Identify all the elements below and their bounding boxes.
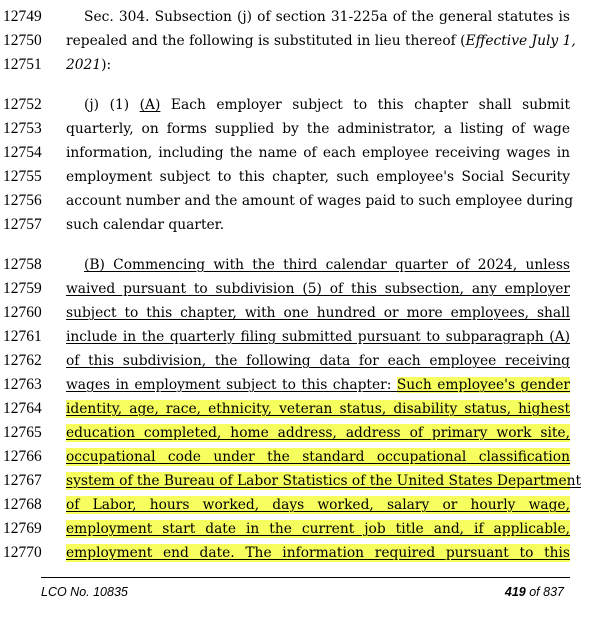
effective-year: 2021 [66, 57, 102, 73]
line [0, 541, 610, 565]
page-total: of 837 [529, 585, 564, 599]
line-text: of this subdivision, the following data for each employee receiving [66, 353, 570, 369]
line-number: 12764 [3, 400, 42, 417]
line [0, 253, 610, 277]
line-text: (j) (1) (A) Each employer subject to this chapter shall submit [84, 97, 571, 113]
line [0, 117, 610, 141]
line-number: 12768 [3, 496, 42, 513]
line [0, 421, 610, 445]
line-number: 12749 [3, 8, 42, 25]
line [0, 5, 610, 29]
line [0, 493, 610, 517]
line-text: repealed and the following is substituted in lieu thereof (Effective July 1, [66, 33, 576, 49]
line [0, 373, 610, 397]
line [0, 213, 610, 237]
line-number: 12766 [3, 448, 42, 465]
line [0, 29, 610, 53]
line-number: 12754 [3, 144, 42, 161]
line-text: quarterly, on forms supplied by the administrator, a listing of wage [66, 121, 570, 137]
line-number: 12752 [3, 96, 42, 113]
inserted-text: (A) [139, 97, 161, 113]
highlighted-line-text: employment end date. The information required pursuant to this [66, 545, 570, 561]
line-number: 12761 [3, 328, 42, 345]
line-number: 12767 [3, 472, 42, 489]
highlighted-text: Such employee's gender [396, 377, 570, 393]
line-number: 12757 [3, 216, 42, 233]
line-number: 12756 [3, 192, 42, 209]
highlighted-line-text: occupational code under the standard occupational classification [66, 449, 570, 465]
highlighted-line-text: of Labor, hours worked, days worked, salary or hourly wage, [66, 497, 570, 513]
line [0, 325, 610, 349]
highlighted-line-text: employment start date in the current job title and, if applicable, [66, 521, 570, 537]
line-text: include in the quarterly filing submitted pursuant to subparagraph (A) [66, 329, 570, 345]
line-text: such calendar quarter. [66, 217, 225, 233]
line [0, 93, 610, 117]
line-text: account number and the amount of wages paid to such employee during [66, 193, 574, 209]
line [0, 53, 610, 77]
line [0, 277, 610, 301]
line [0, 301, 610, 325]
line-text: wages in employment subject to this chapter: Such employee's gender [66, 377, 570, 393]
page-number [505, 585, 564, 599]
line-number: 12755 [3, 168, 42, 185]
paragraph-j-1-a [0, 93, 610, 237]
line-number: 12753 [3, 120, 42, 137]
highlighted-line-text: education completed, home address, address of primary work site, [66, 425, 570, 441]
line-number: 12750 [3, 32, 42, 49]
line-text: employment subject to this chapter, such employee's Social Security [66, 169, 570, 185]
line-text: information, including the name of each employee receiving wages in [66, 145, 570, 161]
footer-divider [41, 577, 570, 578]
line-text: Sec. 304. Subsection (j) of section 31-225a of the general statutes is [84, 9, 570, 25]
line-number: 12763 [3, 376, 42, 393]
line [0, 349, 610, 373]
line [0, 141, 610, 165]
line-number: 12751 [3, 56, 42, 73]
line-text: waived pursuant to subdivision (5) of this subsection, any employer [66, 281, 570, 297]
paragraph-sec-304 [0, 5, 610, 77]
line-number: 12759 [3, 280, 42, 297]
line [0, 397, 610, 421]
line-text: subject to this chapter, with one hundred or more employees, shall [66, 305, 570, 321]
line-number: 12770 [3, 544, 42, 561]
line-number: 12758 [3, 256, 42, 273]
effective-date: Effective July 1, [465, 33, 576, 49]
line [0, 469, 610, 493]
highlighted-line-text: system of the Bureau of Labor Statistics of the United States Department [66, 473, 582, 489]
line-number: 12760 [3, 304, 42, 321]
line-number: 12769 [3, 520, 42, 537]
line-number: 12765 [3, 424, 42, 441]
paragraph-j-1-b [0, 253, 610, 565]
highlighted-line-text: identity, age, race, ethnicity, veteran status, disability status, highest [66, 401, 570, 417]
line-text: 2021): [66, 57, 112, 73]
page-current: 419 [504, 585, 526, 599]
line [0, 189, 610, 213]
line [0, 445, 610, 469]
lco-number: LCO No. 10835 [41, 585, 128, 599]
line [0, 517, 610, 541]
line [0, 165, 610, 189]
line-text: (B) Commencing with the third calendar quarter of 2024, unless [84, 257, 570, 273]
line-number: 12762 [3, 352, 42, 369]
